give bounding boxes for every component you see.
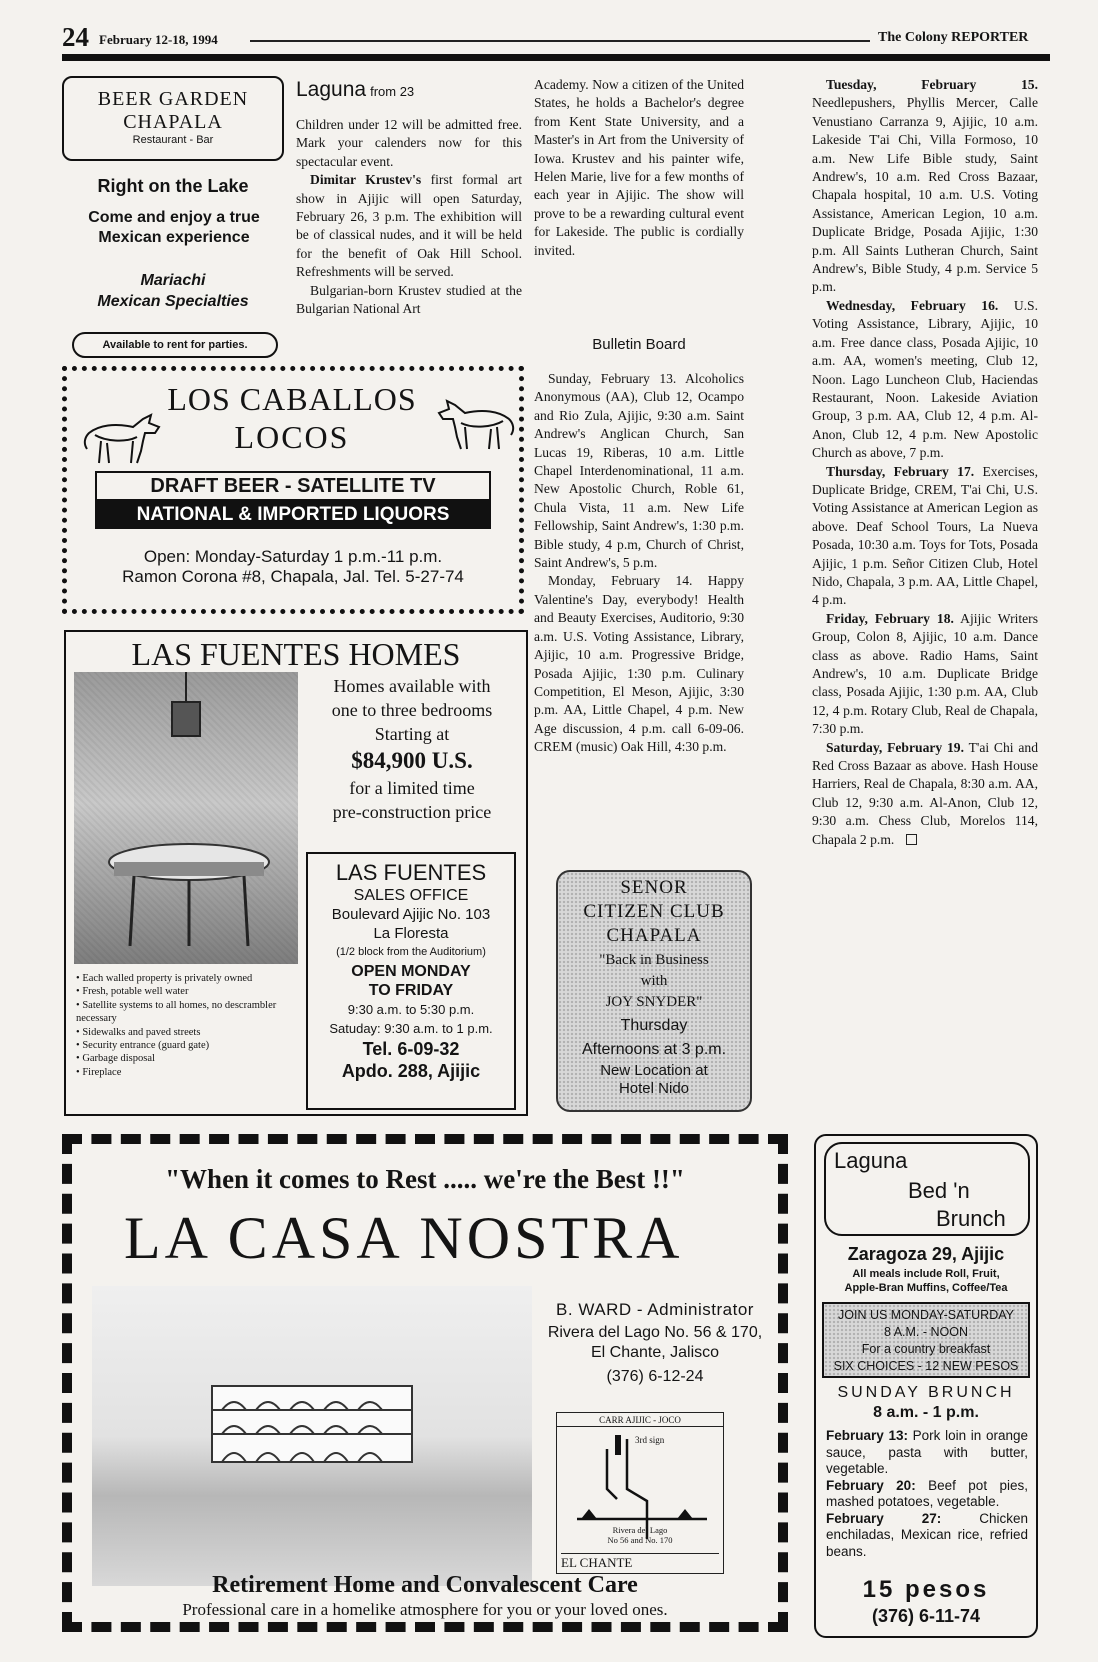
dining-room-photo — [74, 672, 298, 964]
laguna-paragraph: Children under 12 will be admitted free. Mark your calenders now for this spectacular event. — [296, 117, 522, 169]
fuentes-price: $84,900 U.S. — [351, 748, 473, 773]
header-bar — [62, 54, 1050, 61]
caballos-hours: Open: Monday-Saturday 1 p.m.-11 p.m. — [143, 547, 443, 566]
fuentes-feature: • Security entrance (guard gate) — [76, 1040, 210, 1052]
fuentes-feature: • Satellite systems to all homes, no descrambler necessary — [76, 999, 277, 1025]
brunch-title: Brunch — [936, 1206, 1006, 1231]
caballos-bar-beer: DRAFT BEER - SATELLITE TV — [95, 471, 491, 501]
casa-photo — [92, 1286, 532, 1586]
bulletin-col3 — [534, 370, 744, 757]
sales-office-address: La Floresta — [373, 925, 449, 942]
brunch-ad — [814, 1134, 1038, 1638]
caballos-address: Ramon Corona #8, Chapala, Jal. Tel. 5-27-74 — [122, 567, 464, 586]
publication-name: The Colony REPORTER — [878, 30, 1029, 45]
fuentes-title: LAS FUENTES HOMES — [131, 636, 461, 672]
casa-footer: Professional care in a homelike atmosphere for you or your loved ones. — [182, 1600, 668, 1619]
issue-date: February 12-18, 1994 — [99, 32, 218, 47]
beer-garden-name: BEER GARDEN — [97, 88, 249, 110]
casa-admin: B. WARD - Administrator — [556, 1300, 754, 1319]
caballos-name-line1: LOS CABALLOS — [167, 381, 417, 417]
bulletin-entry: Sunday, February 13. Alcoholics Anonymous (AA), Club 12, Ocampo and Rio Zula, Ajijic, 9:30 a.m. Saint Andrew's Anglican Church, San Lucas 19, Riberas, 10 a.m. Little Chapel Interdenominational, 11 a.m. New Apostolic Church, Roble 61, Chula Vista, 11 a.m. New Life Fellowship, Saint Andrew's, 1:30 p.m. Bible study, 4 p.m, Church of Christ, Saint Andrew's, 5 p.m. — [534, 371, 744, 571]
end-mark-icon — [906, 834, 917, 845]
casa-name: LA CASA NOSTRA — [124, 1205, 684, 1271]
brunch-title: Laguna — [834, 1148, 908, 1173]
header-rule — [250, 40, 870, 42]
fuentes-feature: • Garbage disposal — [76, 1053, 155, 1065]
senor-line: SENOR — [620, 877, 688, 898]
fuentes-feature: • Fireplace — [76, 1066, 122, 1078]
page-number: 24 — [62, 22, 89, 52]
fuentes-copy-line: for a limited time — [349, 778, 475, 798]
bulletin-col4 — [812, 76, 1038, 849]
brunch-join-line: JOIN US MONDAY-SATURDAY — [838, 1308, 1014, 1322]
fuentes-copy-line: Starting at — [374, 724, 450, 744]
casa-phone: (376) 6-12-24 — [606, 1368, 704, 1385]
sales-office-title: LAS FUENTES — [335, 860, 487, 885]
beer-garden-item-mariachi: Mariachi — [140, 272, 206, 289]
sales-office-open: OPEN MONDAY — [351, 963, 471, 980]
map-sign-label: 3rd sign — [635, 1435, 665, 1445]
beer-garden-place: CHAPALA — [123, 111, 223, 133]
laguna-article-cont: Academy. Now a citizen of the United States, he holds a Bachelor's degree from Kent State University, and a Master's in Art from the University of Iowa. Krustev and his painter wife, Helen Marie, live for a few months of each year in Ajijic. The show will prove to be a rewarding cultural event for Lakeside. The public is cordially invited. — [534, 77, 744, 258]
brunch-join-line: 8 A.M. - NOON — [883, 1325, 969, 1339]
fuentes-feature: • Each walled property is privately owned — [76, 973, 253, 984]
bulletin-entry: Saturday, February 19. T'ai Chi and Red Cross Bazaar as above. Hash House Harriers, Real de Chapala, 8:30 a.m. AA, Club 12, 9:30 a.m. Al-Anon, Club 12, 9:30 a.m. Chess Club, Morelos 114, Chapala 2 p.m. — [812, 739, 1038, 847]
beer-garden-footer: Available to rent for parties. — [72, 332, 278, 358]
beer-garden-subtitle: Restaurant - Bar — [132, 134, 214, 146]
map-town-label: EL CHANTE — [561, 1553, 719, 1571]
senor-line: CHAPALA — [606, 925, 702, 946]
senor-citizen-ad — [556, 870, 752, 1112]
brunch-menu-item: February 20: Beef pot pies, mashed potatoes, vegetable. — [826, 1477, 1028, 1509]
beer-garden-item-specialties: Mexican Specialties — [97, 293, 249, 310]
sales-office-hours: 9:30 a.m. to 5:30 p.m. — [347, 1002, 475, 1017]
building-icon — [202, 1376, 422, 1486]
fuentes-features — [76, 972, 296, 1079]
casa-slogan: "When it comes to Rest ..... we're the Best !!" — [165, 1164, 685, 1194]
bulletin-entry: Thursday, February 17. Exercises, Duplicate Bridge, CREM, T'ai Chi, U.S. Voting Assistance at American Legion as above. Deaf School Tours, La Nueva Posada, 10:30 a.m. Toys for Tots, Posada Ajijic, 1 p.m. Señor Citizen Club, Hotel Nido, Chapala, 3 p.m. AA, Little Chapel, 4 p.m. — [812, 463, 1038, 608]
brunch-join-line: SIX CHOICES - 12 NEW PESOS — [833, 1359, 1019, 1373]
brunch-phone: (376) 6-11-74 — [871, 1606, 981, 1626]
casa-nostra-ad — [62, 1134, 788, 1632]
bulletin-title: Bulletin Board — [592, 336, 686, 353]
laguna-article — [296, 78, 522, 318]
lamp-icon — [164, 672, 208, 742]
bulletin-entry: Wednesday, February 16. U.S. Voting Assistance, Library, Ajijic, 10 a.m. Free dance class, Posada Ajijic, 10 a.m. AA, women's meeting, Club 12, Noon. Lago Luncheon Club, Haciendas Restaurant, Noon. Lakeside Aviation Group, 3 p.m. AA, Club 12, 4 p.m. Al-Anon, Club 12, 4 p.m. New Apostolic Church as above, 7 p.m. — [812, 297, 1038, 461]
sales-office-address: Boulevard Ajijic No. 103 — [331, 906, 491, 923]
brunch-meals: All meals include Roll, Fruit, — [852, 1268, 1000, 1280]
caballos-name-line2: LOCOS — [234, 419, 350, 455]
bulletin-entry: Tuesday, February 15. Needlepushers, Phyllis Mercer, Calle Venustiano Carranza 9, Ajijic, 10 a.m. Lakeside T'ai Chi, Villa Formoso, 10 a.m. New Life Bible study, Saint Andrew's, 10 a.m. Red Cross Bazaar, Chapala hospital, 10 a.m. U.S. Voting Assistance, American Legion, 10 a.m. Duplicate Bridge, Posada Ajijic, 1:30 p.m. All Saints Lutheran Church, Saint Andrew's, Bible Study, 4 p.m. Service 5 p.m. — [812, 77, 1038, 295]
brunch-sunday-time: 8 a.m. - 1 p.m. — [873, 1404, 979, 1421]
fuentes-feature: • Fresh, potable well water — [76, 986, 189, 998]
laguna-headline: Laguna — [296, 78, 367, 101]
brunch-join-line: For a country breakfast — [861, 1342, 991, 1356]
fuentes-copy-line: one to three bedrooms — [331, 700, 493, 720]
senor-line: Afternoons at 3 p.m. — [581, 1041, 727, 1058]
brunch-join-box — [822, 1302, 1030, 1378]
brunch-title: Bed 'n — [908, 1178, 970, 1203]
map-road-label: CARR AJIJIC - JOCO — [557, 1415, 723, 1427]
beer-garden-invite: Come and enjoy a true Mexican experience — [88, 209, 260, 246]
fuentes-copy-line: Homes available with — [333, 676, 491, 696]
caballos-ad — [62, 366, 524, 614]
map-address: No 56 and No. 170 — [607, 1535, 673, 1545]
fuentes-sales-office — [306, 852, 516, 1110]
brunch-sunday: SUNDAY BRUNCH — [837, 1384, 1015, 1401]
brunch-meals: Apple-Bran Muffins, Coffee/Tea — [844, 1282, 1008, 1294]
senor-line: "Back in Business — [599, 952, 709, 968]
senor-line: CITIZEN CLUB — [583, 901, 725, 922]
bulletin-entry: Monday, February 14. Happy Valentine's Day, everybody! Health and Beauty Exercises, Auditorio, 9:30 a.m. U.S. Voting Assistance, Library, Ajijic, 10 a.m. Progressive Bridge, Posada Ajijic, 1:30 p.m. Culinary Competition, El Meson, Ajijic, 3:30 p.m. AA, Little Chapel, 4 p.m. New Age discussion, 4 p.m. call 6-09-06. CREM (music) Oak Hill, 4:30 p.m. — [534, 573, 745, 755]
sales-office-tel: Tel. 6-09-32 — [362, 1039, 460, 1059]
fuentes-ad — [64, 630, 528, 1116]
beer-garden-ad — [62, 76, 284, 161]
laguna-paragraph: first formal art show in Ajijic will open Saturday, February 26, 3 p.m. The exhibition will be of classical nudes, and it will be held for the benefit of Oak Hill School. Refreshments will be served. — [296, 172, 522, 280]
beer-garden-tagline: Right on the Lake — [97, 176, 249, 196]
casa-address: Rivera del Lago No. 56 & 170, — [547, 1324, 763, 1341]
senor-line: Hotel Nido — [618, 1080, 690, 1097]
casa-map — [556, 1412, 724, 1574]
caballos-bar-liquors: NATIONAL & IMPORTED LIQUORS — [95, 501, 491, 529]
sales-office-apdo: Apdo. 288, Ajijic — [341, 1061, 481, 1081]
sales-office-note: (1/2 block from the Auditorium) — [336, 946, 486, 958]
brunch-price: 15 pesos — [862, 1576, 990, 1603]
laguna-artist-name: Dimitar Krustev's — [310, 172, 422, 188]
casa-address: El Chante, Jalisco — [590, 1344, 720, 1361]
map-address: Rivera del Lago — [612, 1525, 668, 1535]
senor-line: with — [640, 973, 668, 989]
brunch-menu — [826, 1428, 1028, 1560]
sales-office-hours: Satuday: 9:30 a.m. to 1 p.m. — [329, 1021, 493, 1036]
senor-line: Thursday — [620, 1017, 688, 1034]
bulletin-entry: Friday, February 18. Ajijic Writers Group, Colon 8, Ajijic, 10 a.m. Dance class as above. Radio Hams, Saint Andrew's, 10 a.m. Duplicate Bridge class, Posada Ajijic, 1:30 p.m. AA, Club 12, 4 p.m. Rotary Club, Real de Chapala, 7:30 p.m. — [812, 610, 1038, 737]
table-icon — [94, 822, 284, 952]
fuentes-copy — [298, 674, 526, 824]
brunch-menu-item: February 27: Chicken enchiladas, Mexican rice, refried beans. — [826, 1510, 1028, 1559]
brunch-menu-item: February 13: Pork loin in orange sauce, pasta with butter, vegetable. — [826, 1428, 1028, 1476]
sales-office-sub: SALES OFFICE — [353, 887, 469, 904]
laguna-paragraph: Bulgarian-born Krustev studied at the Bulgarian National Art — [296, 282, 522, 317]
brunch-title-box — [824, 1142, 1030, 1236]
senor-line: New Location at — [600, 1062, 708, 1079]
fuentes-feature: • Sidewalks and paved streets — [76, 1026, 201, 1038]
casa-tagline: Retirement Home and Convalescent Care — [212, 1572, 638, 1598]
senor-line: JOY SNYDER" — [605, 994, 703, 1010]
laguna-continued: from 23 — [370, 84, 415, 99]
brunch-address: Zaragoza 29, Ajijic — [847, 1244, 1005, 1264]
sales-office-open: TO FRIDAY — [368, 982, 454, 999]
fuentes-copy-line: pre-construction price — [332, 802, 492, 822]
